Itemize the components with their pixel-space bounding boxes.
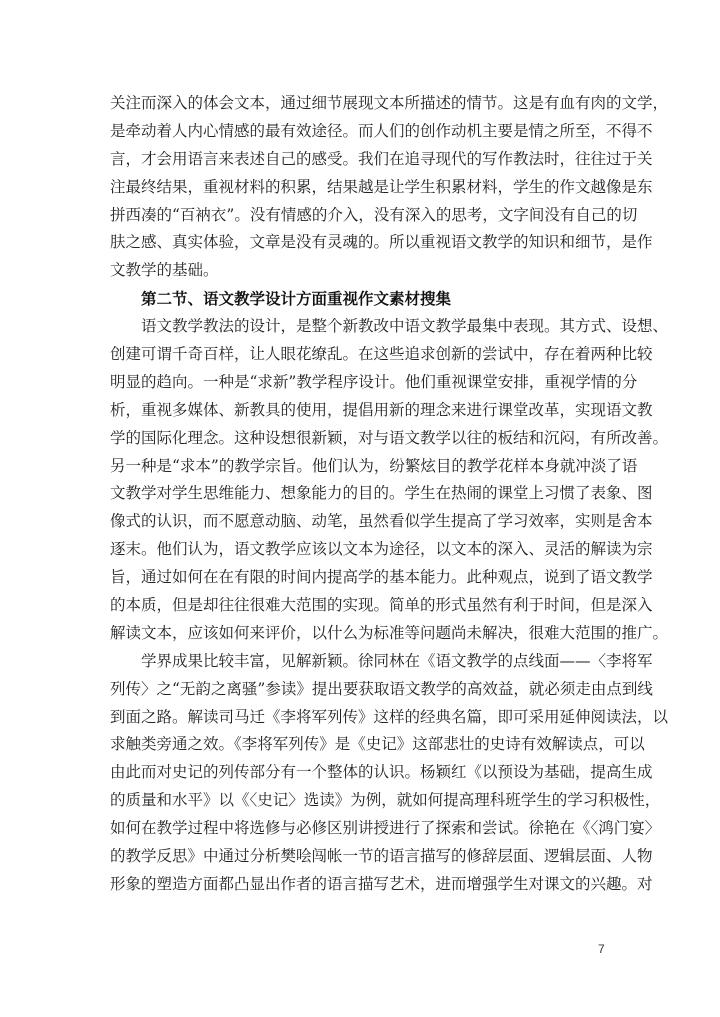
text-line: 旨，通过如何在在有限的时间内提高学的基本能力。此种观点，说到了语文教学 xyxy=(110,568,653,587)
text-line: 的质量和水平》以《〈史记〉选读》为例，就如何提高理科班学生的学习积极性， xyxy=(110,791,661,810)
text-line: 列传〉之“无韵之离骚”参读》提出要获取语文教学的高效益，就必须走由点到线 xyxy=(110,679,653,698)
text-line: 像式的认识，而不愿意动脑、动笔，虽然看似学生提高了学习效率，实则是舍本 xyxy=(110,512,653,531)
text-line: 解读文本，应该如何来评价，以什么为标准等问题尚未解决，很难大范围的推广。 xyxy=(110,623,669,642)
paragraph-2 xyxy=(110,313,669,648)
text-line: 学界成果比较丰富，见解新颖。徐同林在《语文教学的点线面——〈李将军 xyxy=(141,651,653,670)
section-heading: 第二节、语文教学设计方面重视作文素材搜集 xyxy=(141,289,452,309)
text-line: 肤之感、真实体验，文章是没有灵魂的。所以重视语文教学的知识和细节，是作 xyxy=(110,233,653,252)
text-line: 如何在教学过程中将选修与必修区别讲授进行了探索和尝试。徐艳在《〈鸿门宴〉 xyxy=(110,819,661,838)
paragraph-3 xyxy=(110,648,669,899)
text-line: 的教学反思》中通过分析樊哙闯帐一节的语言描写的修辞层面、逻辑层面、人物 xyxy=(110,847,653,866)
text-line: 形象的塑造方面都凸显出作者的语言描写艺术，进而增强学生对课文的兴趣。对 xyxy=(110,874,653,893)
text-line: 学的国际化理念。这种设想很新颖，对与语文教学以往的板结和沉闷，有所改善。 xyxy=(110,428,669,447)
text-line: 是牵动着人内心情感的最有效途径。而人们的创作动机主要是情之所至，不得不 xyxy=(110,121,653,140)
text-line: 语文教学教法的设计，是整个新教改中语文教学最集中表现。其方式、设想、 xyxy=(141,317,669,336)
text-line: 的本质，但是却往往很难大范围的实现。简单的形式虽然有利于时间，但是深入 xyxy=(110,596,653,615)
text-line: 文教学对学生思维能力、想象能力的目的。学生在热闹的课堂上习惯了表象、图 xyxy=(110,484,653,503)
text-line: 言，才会用语言来表述自己的感受。我们在追寻现代的写作教法时，往往过于关 xyxy=(110,149,653,168)
text-line: 明显的趋向。一种是“求新”教学程序设计。他们重视课堂安排，重视学情的分 xyxy=(110,372,638,391)
page-number: 7 xyxy=(598,942,605,956)
text-line: 到面之路。解读司马迁《李将军列传》这样的经典名篇，即可采用延伸阅读法，以 xyxy=(110,707,669,726)
text-line: 逐末。他们认为，语文教学应该以文本为途径，以文本的深入、灵活的解读为宗 xyxy=(110,540,653,559)
text-line: 另一种是“求本”的教学宗旨。他们认为，纷繁炫目的教学花样本身就冲淡了语 xyxy=(110,456,638,475)
paragraph-1 xyxy=(110,90,669,285)
text-line: 关注而深入的体会文本，通过细节展现文本所描述的情节。这是有血有肉的文学， xyxy=(110,94,669,112)
body-text xyxy=(110,90,669,899)
text-line: 求触类旁通之效。《李将军列传》是《史记》这部悲壮的史诗有效解读点，可以 xyxy=(110,735,645,754)
text-line: 文教学的基础。 xyxy=(110,261,219,280)
text-line: 注最终结果，重视材料的积累，结果越是让学生积累材料，学生的作文越像是东 xyxy=(110,177,653,196)
text-line: 由此而对史记的列传部分有一个整体的认识。杨颖红《以预设为基础，提高生成 xyxy=(110,763,653,782)
text-line: 拼西凑的“百衲衣”。没有情感的介入，没有深入的思考，文字间没有自己的切 xyxy=(110,205,638,224)
text-line: 析，重视多媒体、新教具的使用，提倡用新的理念来进行课堂改革，实现语文教 xyxy=(110,400,653,419)
text-line: 创建可谓千奇百样，让人眼花缭乱。在这些追求创新的尝试中，存在着两种比较 xyxy=(110,345,653,364)
